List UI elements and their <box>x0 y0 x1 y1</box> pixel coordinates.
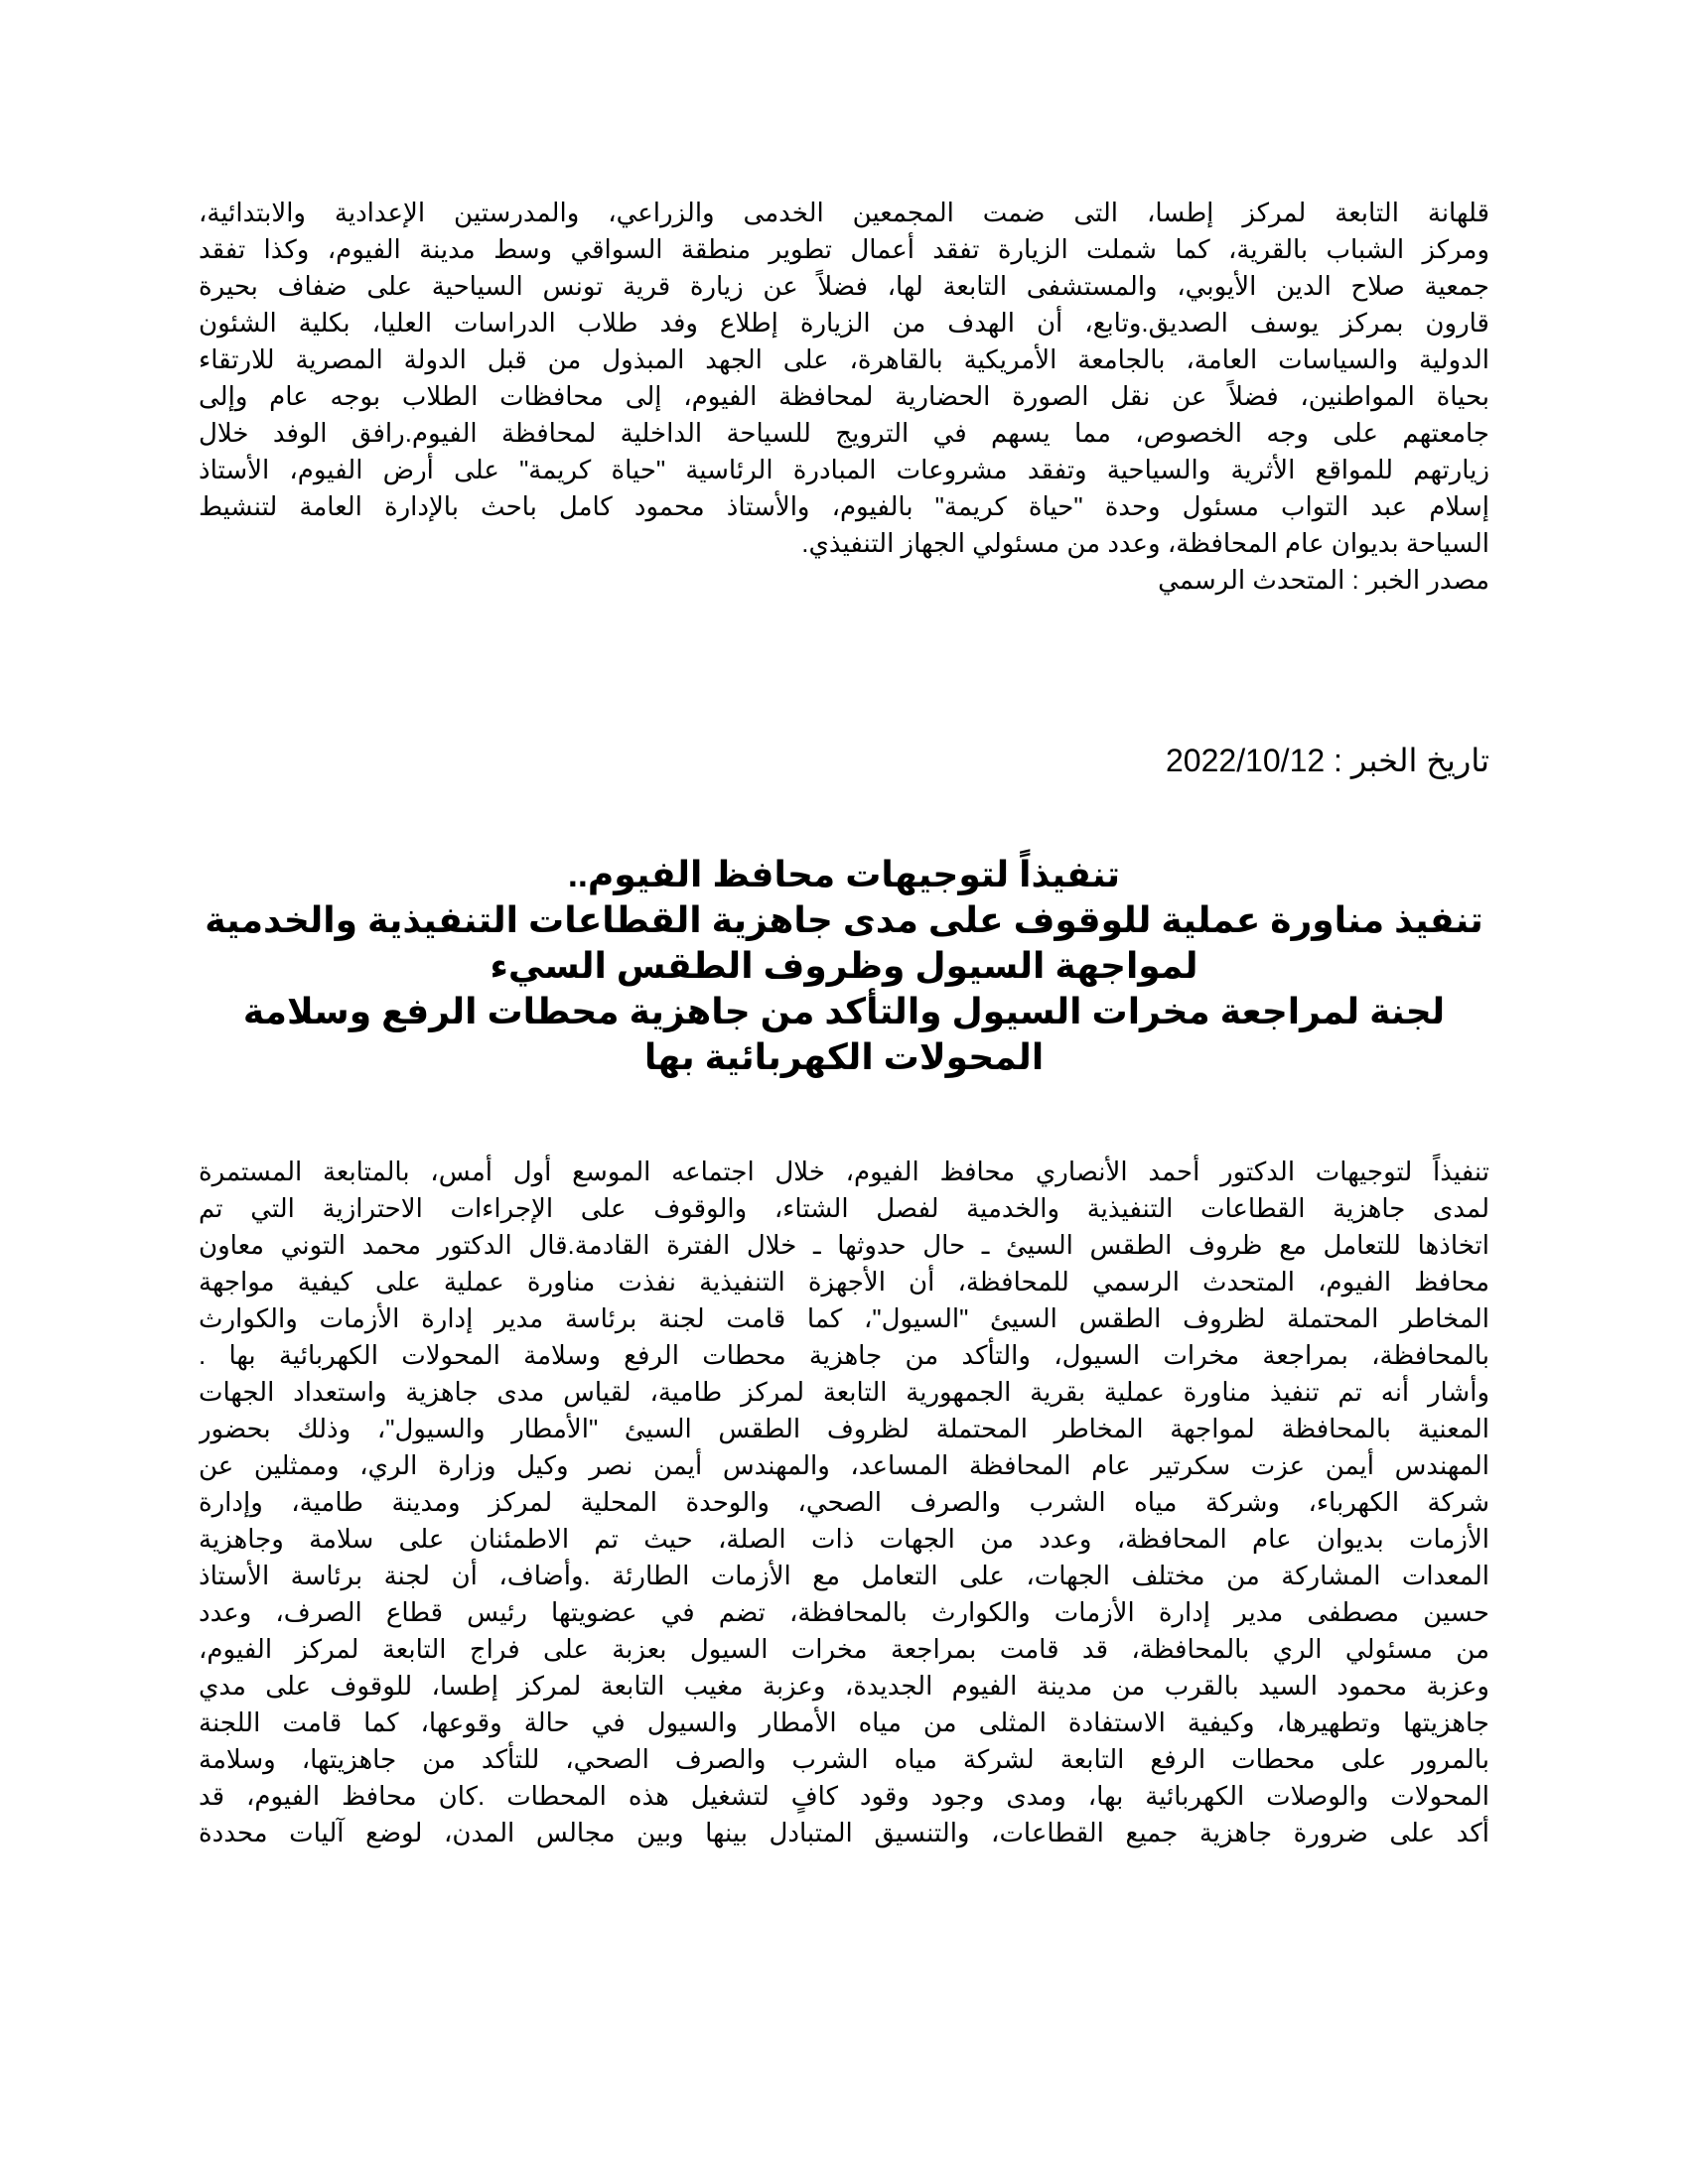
body-line: جمعية صلاح الدين الأيوبي، والمستشفى التابعة لها، فضلاً عن زيارة قرية تونس السياحية على ضفاف بحيرة <box>199 271 1489 301</box>
news-date: تاريخ الخبر : 2022/10/12 <box>1166 743 1489 778</box>
body-line: زيارتهم للمواقع الأثرية والسياحية وتفقد مشروعات المبادرة الرئاسية "حياة كريمة" على أرض الفيوم، الأستاذ <box>199 455 1489 484</box>
headline-line: تنفيذ مناورة عملية للوقوف على مدى جاهزية القطاعات التنفيذية والخدمية <box>205 899 1483 940</box>
body-line: محافظ الفيوم، المتحدث الرسمي للمحافظة، أن الأجهزة التنفيذية نفذت مناورة عملية على كيفية مواجهة <box>199 1267 1489 1297</box>
body-line: الدولية والسياسات العامة، بالجامعة الأمريكية بالقاهرة، على الجهد المبذول من قبل الدولة المصرية للارتقاء <box>199 344 1489 374</box>
headline-line: لجنة لمراجعة مخرات السيول والتأكد من جاهزية محطات الرفع وسلامة <box>242 991 1446 1031</box>
body-line: المهندس أيمن عزت سكرتير عام المحافظة المساعد، والمهندس أيمن نصر وكيل وزارة الري، وممثلين عن <box>199 1450 1489 1480</box>
body-line: تنفيذاً لتوجيهات الدكتور أحمد الأنصاري محافظ الفيوم، خلال اجتماعه الموسع أول أمس، بالمتابعة المستمرة <box>199 1157 1489 1186</box>
article-1-body <box>199 195 1489 599</box>
body-line: من مسئولي الري بالمحافظة، قد قامت بمراجعة مخرات السيول بعزبة على فراج التابعة لمركز الفيوم، <box>199 1634 1489 1664</box>
body-line: ومركز الشباب بالقرية، كما شملت الزيارة تفقد أعمال تطوير منطقة السواقي وسط مدينة الفيوم، وكذا تفقد <box>199 234 1489 264</box>
body-line: المعدات المشاركة من مختلف الجهات، على التعامل مع الأزمات الطارئة .وأضاف، أن لجنة برئاسة الأستاذ <box>199 1561 1489 1590</box>
body-line: بحياة المواطنين، فضلاً عن نقل الصورة الحضارية لمحافظة الفيوم، إلى محافظات الطلاب بوجه عام وإلى <box>199 381 1489 411</box>
body-line: جامعتهم على وجه الخصوص، مما يسهم في الترويج للسياحة الداخلية لمحافظة الفيوم.رافق الوفد خلال <box>199 418 1489 448</box>
body-line: المخاطر المحتملة لظروف الطقس السيئ "السيول"، كما قامت لجنة برئاسة مدير إدارة الأزمات والكوارث <box>199 1303 1489 1333</box>
body-line: وأشار أنه تم تنفيذ مناورة عملية بقرية الجمهورية التابعة لمركز طامية، لقياس مدى جاهزية واستعداد الجهات <box>199 1377 1489 1407</box>
news-date-block <box>199 739 1489 782</box>
news-source: مصدر الخبر : المتحدث الرسمي <box>1158 565 1489 595</box>
article-2-body <box>199 1154 1489 1851</box>
body-line: حسين مصطفى مدير إدارة الأزمات والكوارث بالمحافظة، تضم في عضويتها رئيس قطاع الصرف، وعدد <box>199 1597 1489 1627</box>
headline-line: تنفيذاً لتوجيهات محافظ الفيوم.. <box>567 854 1121 894</box>
body-line: بالمرور على محطات الرفع التابعة لشركة مياه الشرب والصرف الصحي، للتأكد من جاهزيتها، وسلامة <box>199 1744 1489 1774</box>
body-line: المعنية بالمحافظة لمواجهة المخاطر المحتملة لظروف الطقس السيئ "الأمطار والسيول"، وذلك بحضور <box>199 1414 1489 1443</box>
body-line: شركة الكهرباء، وشركة مياه الشرب والصرف الصحي، والوحدة المحلية لمركز ومدينة طامية، وإدارة <box>199 1487 1489 1517</box>
body-line: قلهانة التابعة لمركز إطسا، التى ضمت المجمعين الخدمى والزراعي، والمدرستين الإعدادية والابتدائية، <box>199 198 1489 227</box>
body-line: السياحة بديوان عام المحافظة، وعدد من مسئولي الجهاز التنفيذي. <box>801 528 1489 558</box>
article-2-headline <box>199 852 1489 1080</box>
body-line: إسلام عبد التواب مسئول وحدة "حياة كريمة" بالفيوم، والأستاذ محمود كامل باحث بالإدارة العامة لتنشيط <box>199 491 1489 521</box>
body-line: لمدى جاهزية القطاعات التنفيذية والخدمية لفصل الشتاء، والوقوف على الإجراءات الاحترازية التي تم <box>199 1193 1489 1223</box>
body-line: وعزبة محمود السيد بالقرب من مدينة الفيوم الجديدة، وعزبة مغيب التابعة لمركز إطسا، للوقوف على مدي <box>199 1671 1489 1701</box>
body-line: المحولات والوصلات الكهربائية بها، ومدى وجود وقود كافٍ لتشغيل هذه المحطات .كان محافظ الفيوم، قد <box>199 1781 1489 1811</box>
headline-line: المحولات الكهربائية بها <box>643 1036 1045 1077</box>
body-line: أكد على ضرورة جاهزية جميع القطاعات، والتنسيق المتبادل بينها وبين مجالس المدن، لوضع آليات محددة <box>199 1818 1489 1847</box>
headline-line: لمواجهة السيول وظروف الطقس السيء <box>490 945 1198 986</box>
body-line: اتخاذها للتعامل مع ظروف الطقس السيئ ـ حال حدوثها ـ خلال الفترة القادمة.قال الدكتور محمد التوني معاون <box>199 1230 1489 1260</box>
body-line: الأزمات بديوان عام المحافظة، وعدد من الجهات ذات الصلة، حيث تم الاطمئنان على سلامة وجاهزية <box>199 1524 1489 1554</box>
body-line: بالمحافظة، بمراجعة مخرات السيول، والتأكد من جاهزية محطات الرفع وسلامة المحولات الكهربائية بها . <box>199 1340 1489 1370</box>
body-line: قارون بمركز يوسف الصديق.وتابع، أن الهدف من الزيارة إطلاع وفد طلاب الدراسات العليا، بكلية الشئون <box>199 308 1489 338</box>
body-line: جاهزيتها وتطهيرها، وكيفية الاستفادة المثلى من مياه الأمطار والسيول في حالة وقوعها، كما قامت اللجنة <box>199 1707 1489 1737</box>
